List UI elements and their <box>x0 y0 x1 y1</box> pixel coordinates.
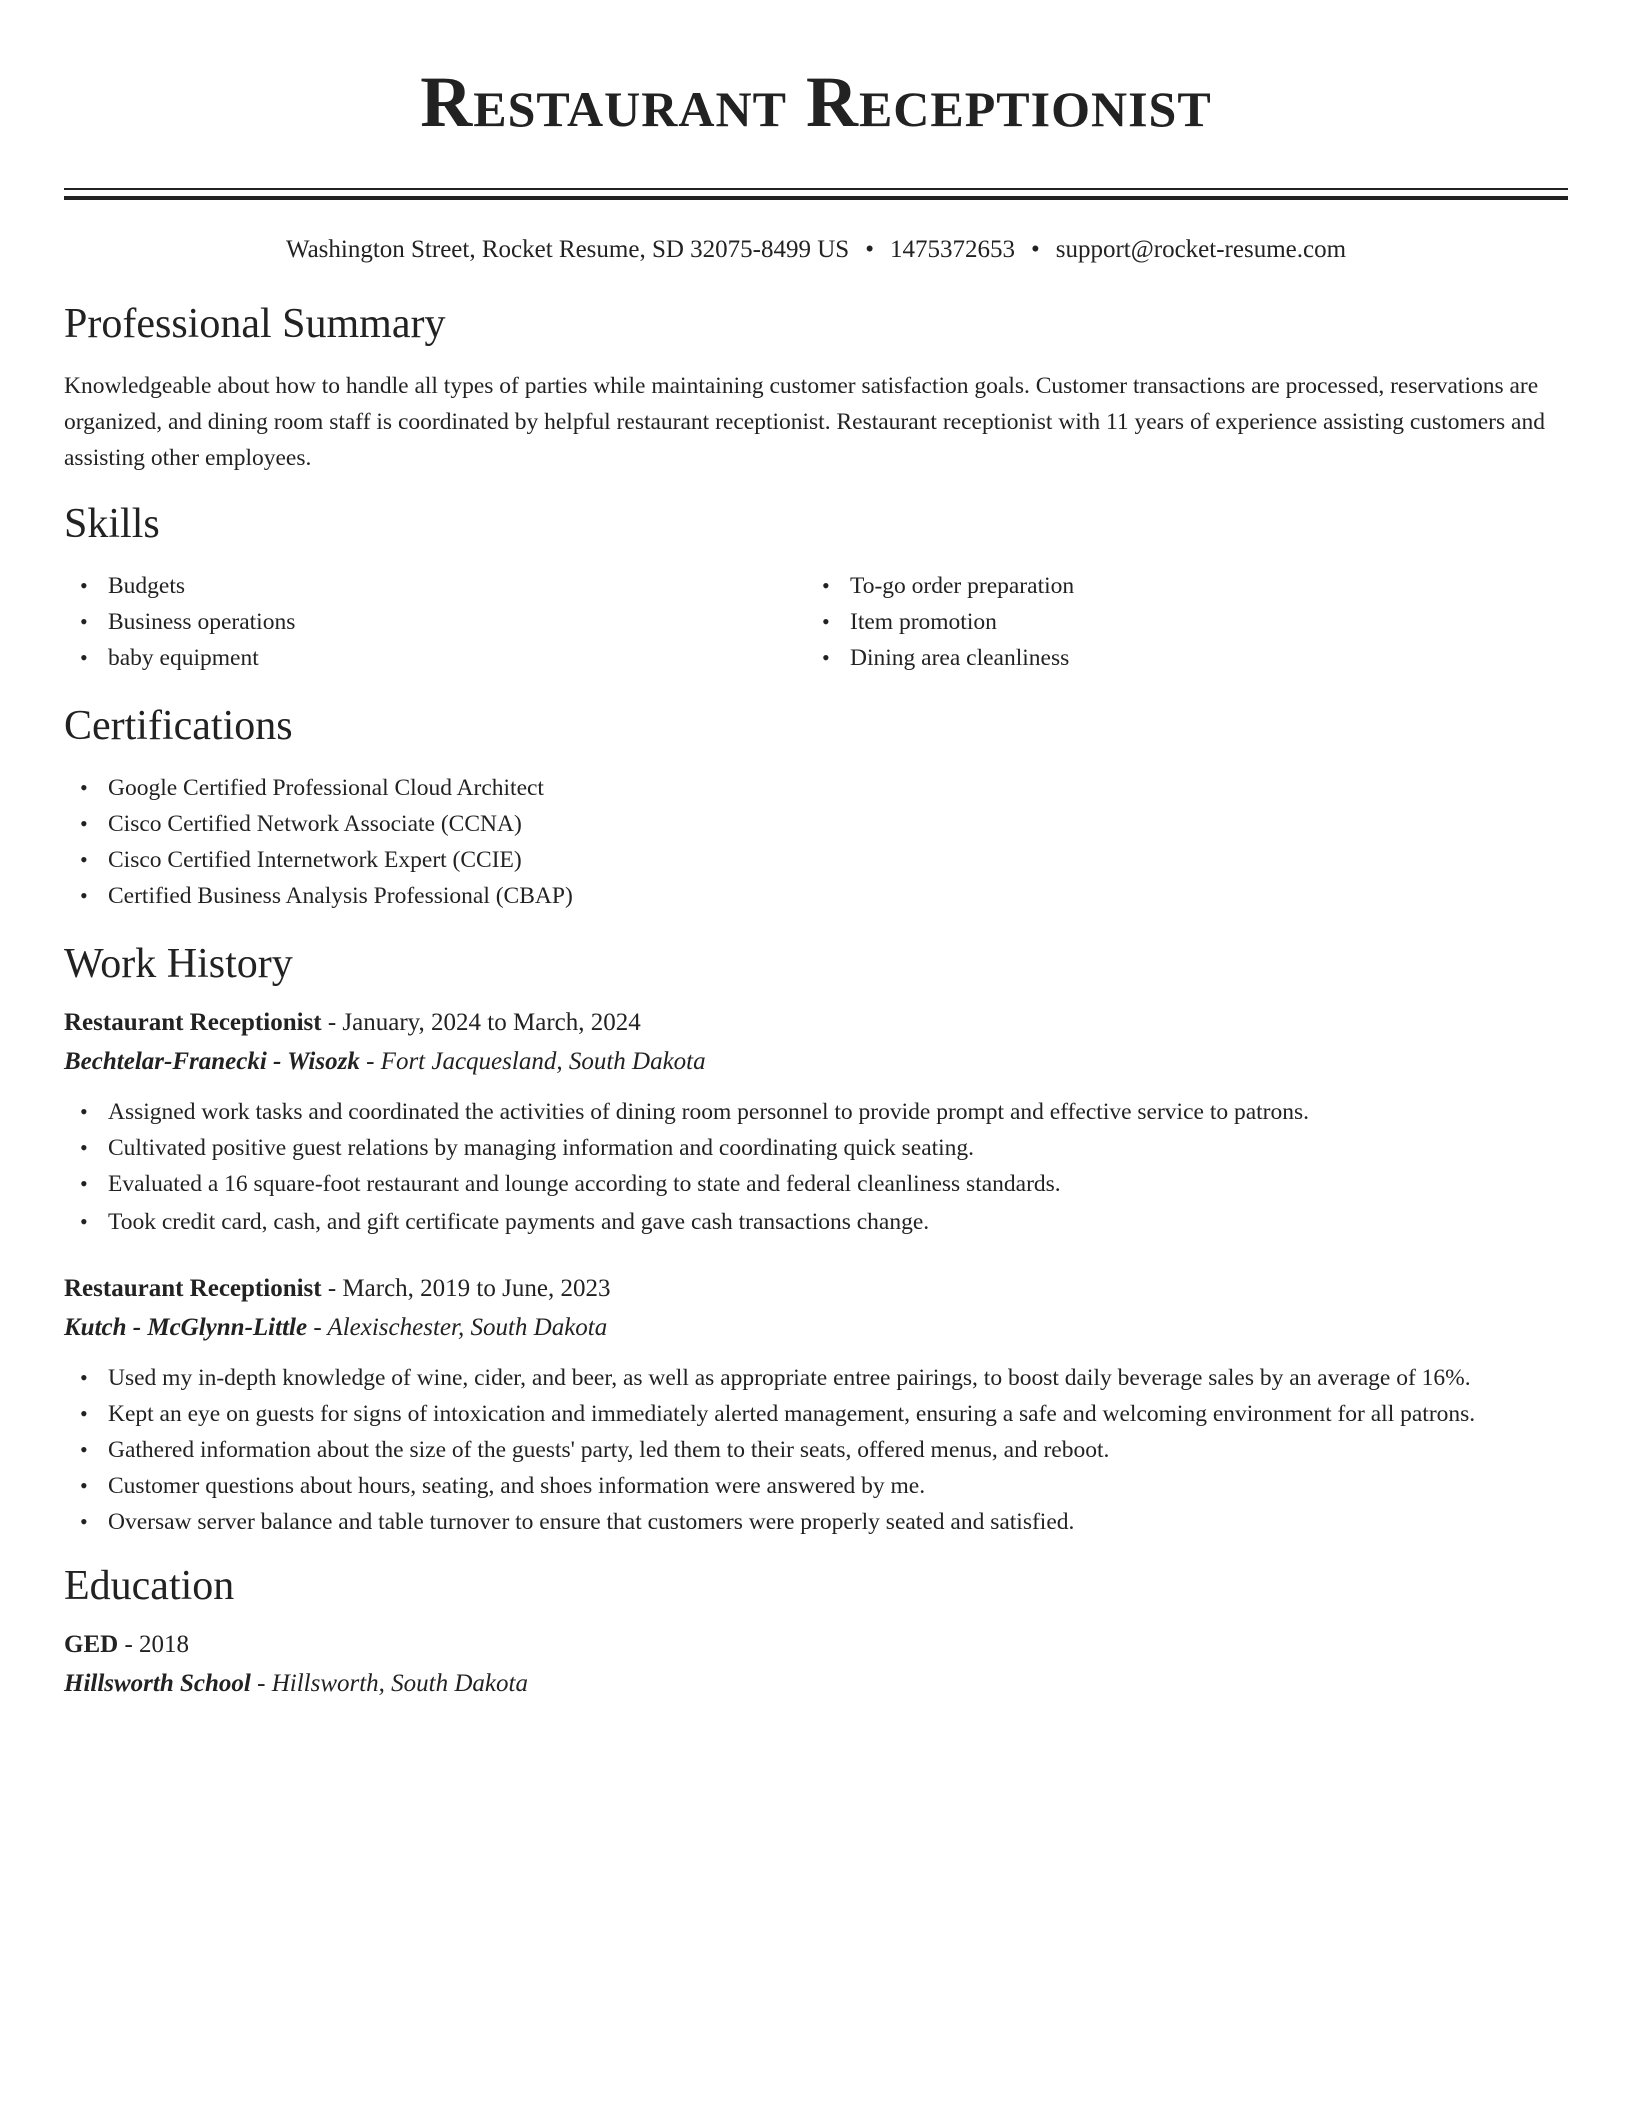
job-duty-item: • Took credit card, cash, and gift certificate payments and gave cash transactions change. <box>108 1204 1568 1240</box>
education-school: Hillsworth School <box>64 1670 251 1697</box>
summary-heading: Professional Summary <box>64 301 446 347</box>
certification-item: • Cisco Certified Network Associate (CCNA) <box>108 806 1568 842</box>
skills-column-right <box>806 568 1548 676</box>
skill-item: • Business operations <box>108 604 806 640</box>
certification-item: • Cisco Certified Internetwork Expert (CCIE) <box>108 842 1568 878</box>
company-name: Bechtelar-Franecki - Wisozk <box>64 1048 360 1075</box>
job-position: Restaurant Receptionist <box>64 1275 322 1302</box>
summary-section <box>64 298 1568 476</box>
certifications-section <box>64 700 1568 914</box>
job-duty-item: • Cultivated positive guest relations by managing information and coordinating quick seating. <box>108 1130 1568 1166</box>
divider-thin-line <box>64 188 1568 190</box>
header-divider <box>64 188 1568 200</box>
job-dates: - March, 2019 to June, 2023 <box>321 1275 611 1302</box>
certification-item: • Certified Business Analysis Professional (CBAP) <box>108 878 1568 914</box>
certification-item: • Google Certified Professional Cloud Architect <box>108 770 1568 806</box>
skills-heading: Skills <box>64 501 160 547</box>
job-entry <box>64 1270 1568 1540</box>
job-duty-item: • Customer questions about hours, seating, and shoes information were answered by me. <box>108 1468 1568 1504</box>
skills-list-left <box>64 568 806 676</box>
education-section <box>64 1560 1568 1704</box>
resume-name: Restaurant Receptionist <box>420 62 1212 142</box>
work-history-heading: Work History <box>64 941 293 987</box>
job-duty-item: • Evaluated a 16 square-foot restaurant and lounge according to state and federal cleanliness standards. <box>108 1166 1568 1202</box>
contact-phone: 1475372653 <box>889 236 1015 263</box>
skill-item: • Budgets <box>108 568 806 604</box>
skills-list-right <box>806 568 1548 676</box>
skills-column-left <box>64 568 806 676</box>
skill-item: • To-go order preparation <box>850 568 1548 604</box>
divider-thick-line <box>64 196 1568 200</box>
contact-separator: • <box>1030 236 1040 263</box>
company-location: - Fort Jacquesland, South Dakota <box>359 1048 706 1075</box>
company-line <box>64 1042 1568 1082</box>
skills-columns <box>64 568 1568 676</box>
education-heading: Education <box>64 1563 235 1609</box>
job-duties-list <box>64 1094 1568 1240</box>
education-degree: GED <box>64 1631 119 1658</box>
education-school-line <box>64 1664 1568 1704</box>
company-location: - Alexischester, South Dakota <box>307 1314 608 1341</box>
job-title-line <box>64 1004 1568 1042</box>
education-degree-line <box>64 1626 1568 1664</box>
job-entry <box>64 1004 1568 1240</box>
company-name: Kutch - McGlynn-Little <box>64 1314 308 1341</box>
contact-separator: • <box>865 236 874 263</box>
education-year: - 2018 <box>118 1631 190 1658</box>
skill-item: • baby equipment <box>108 640 806 676</box>
job-dates: - January, 2024 to March, 2024 <box>321 1009 641 1036</box>
contact-email: support@rocket-resume.com <box>1055 236 1347 263</box>
contact-line <box>64 234 1568 266</box>
job-duties-list <box>64 1360 1568 1540</box>
work-history-section <box>64 938 1568 1540</box>
contact-address: Washington Street, Rocket Resume, SD 32075-8499 US <box>285 236 850 263</box>
skill-item: • Dining area cleanliness <box>850 640 1548 676</box>
job-duty-item: • Used my in-depth knowledge of wine, cider, and beer, as well as appropriate entree pairings, to boost daily beverage sales by an average of 16%. <box>108 1360 1568 1396</box>
skill-item: • Item promotion <box>850 604 1548 640</box>
job-duty-item: • Oversaw server balance and table turnover to ensure that customers were properly seated and satisfied. <box>108 1504 1568 1540</box>
summary-text: Knowledgeable about how to handle all types of parties while maintaining customer satisfaction goals. Customer transactions are processed, reservations are organized, and dining room staff is coordinated by helpful restaurant receptionist. Restaurant receptionist with 11 years of experience assisting customers and assisting other employees. <box>64 373 1545 471</box>
job-position: Restaurant Receptionist <box>64 1009 322 1036</box>
job-duty-item: • Assigned work tasks and coordinated the activities of dining room personnel to provide prompt and effective service to patrons. <box>108 1094 1568 1130</box>
certifications-heading: Certifications <box>64 703 293 749</box>
company-line <box>64 1308 1568 1348</box>
job-duty-item: • Gathered information about the size of the guests' party, led them to their seats, offered menus, and reboot. <box>108 1432 1568 1468</box>
job-title-line <box>64 1270 1568 1308</box>
certifications-list <box>64 770 1568 914</box>
skills-section <box>64 498 1568 676</box>
job-duty-item: • Kept an eye on guests for signs of intoxication and immediately alerted management, ensuring a safe and welcoming environment for all patrons. <box>108 1396 1568 1432</box>
education-location: - Hillsworth, South Dakota <box>250 1670 528 1697</box>
